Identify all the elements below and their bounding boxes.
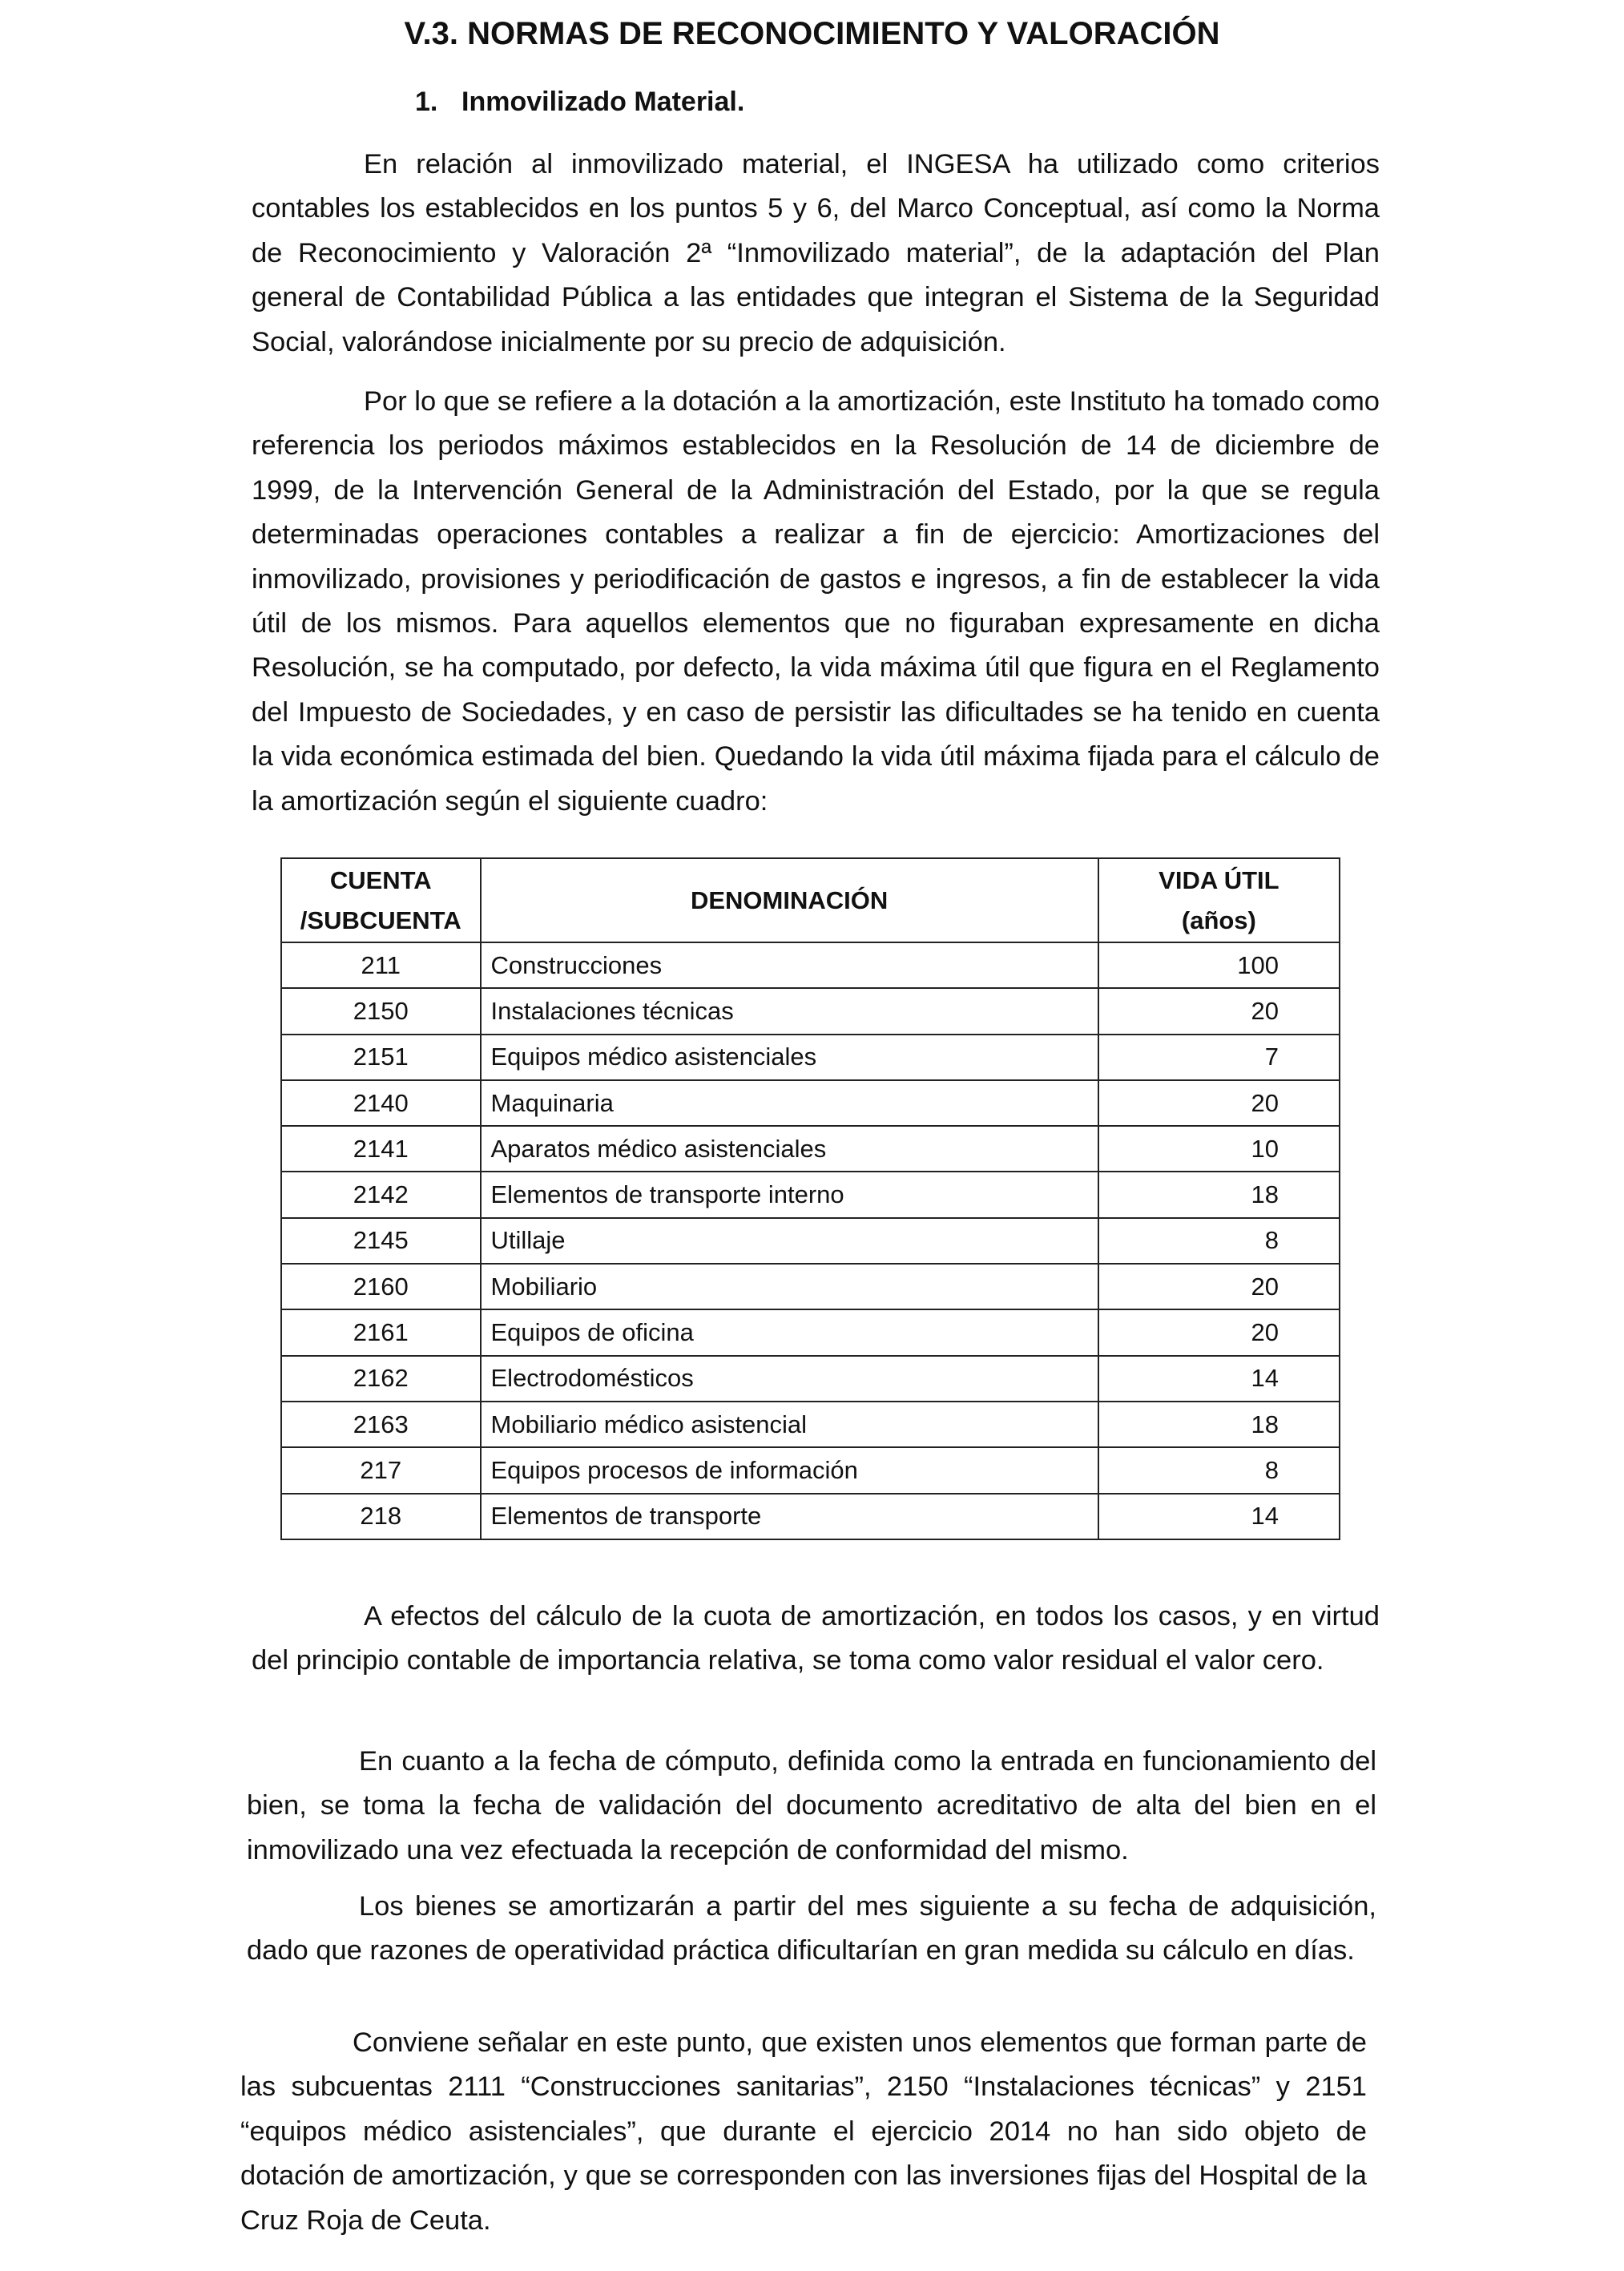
cell-vida-util: 7: [1098, 1035, 1340, 1080]
cell-denominacion: Mobiliario médico asistencial: [481, 1402, 1098, 1447]
cell-cuenta: 217: [281, 1447, 481, 1493]
paragraph-fecha-computo: En cuanto a la fecha de cómputo, definida como la entrada en funcionamiento del bien, se toma la fecha de validación del documento acreditativo de alta del bien en el inmovilizado una vez efectuada la recepción de conformidad del mismo.: [247, 1746, 1376, 1866]
cell-vida-util: 18: [1098, 1402, 1340, 1447]
cell-cuenta: 218: [281, 1494, 481, 1539]
section-title: Inmovilizado Material.: [461, 87, 745, 117]
cell-cuenta: 211: [281, 942, 481, 988]
vida-util-table: [280, 857, 1340, 1540]
table-row: [281, 1309, 1340, 1355]
paragraph-amortizacion: Por lo que se refiere a la dotación a la amortización, este Instituto ha tomado como referencia los periodos máximos establecidos en la Resolución de 14 de diciembre de 1999, de la Intervención General de la Administración del Estado, por la que se regula determinadas operaciones contables a realizar a fin de ejercicio: Amortizaciones del inmovilizado, provisiones y periodificación de gastos e ingresos, a fin de establecer la vida útil de los mismos. Para aquellos elementos que no figuraban expresamente en dicha Resolución, se ha computado, por defecto, la vida máxima útil que figura en el Reglamento del Impuesto de Sociedades, y en caso de persistir las dificultades se ha tenido en cuenta la vida económica estimada del bien. Quedando la vida útil máxima fijada para el cálculo de la amortización según el siguiente cuadro:: [252, 386, 1380, 817]
header-denominacion: DENOMINACIÓN: [481, 858, 1098, 942]
table-header-row: [281, 858, 1340, 942]
cell-vida-util: 100: [1098, 942, 1340, 988]
table-row: [281, 988, 1340, 1034]
cell-vida-util: 20: [1098, 1309, 1340, 1355]
table-row: [281, 1356, 1340, 1402]
cell-vida-util: 20: [1098, 988, 1340, 1034]
table-row: [281, 1494, 1340, 1539]
table-row: [281, 1172, 1340, 1217]
table-row: [281, 1126, 1340, 1172]
cell-cuenta: 2150: [281, 988, 481, 1034]
table-row: [281, 1035, 1340, 1080]
header-vida-util: [1098, 858, 1340, 942]
cell-cuenta: 2162: [281, 1356, 481, 1402]
cell-cuenta: 2140: [281, 1080, 481, 1126]
table-body: [281, 942, 1340, 1539]
table-row: [281, 1402, 1340, 1447]
cell-denominacion: Elementos de transporte: [481, 1494, 1098, 1539]
cell-denominacion: Maquinaria: [481, 1080, 1098, 1126]
table-row: [281, 1447, 1340, 1493]
cell-denominacion: Utillaje: [481, 1218, 1098, 1264]
header-cuenta: [281, 858, 481, 942]
cell-vida-util: 14: [1098, 1494, 1340, 1539]
cell-vida-util: 20: [1098, 1080, 1340, 1126]
cell-denominacion: Equipos de oficina: [481, 1309, 1098, 1355]
table-row: [281, 942, 1340, 988]
paragraph-valor-residual: A efectos del cálculo de la cuota de amortización, en todos los casos, y en virtud del principio contable de importancia relativa, se toma como valor residual el valor cero.: [252, 1601, 1380, 1676]
paragraph-mes-siguiente: Los bienes se amortizarán a partir del mes siguiente a su fecha de adquisición, dado que razones de operatividad práctica dificultarían en gran medida su cálculo en días.: [247, 1891, 1376, 1966]
cell-vida-util: 8: [1098, 1447, 1340, 1493]
header-cuenta-line2: /SUBCUENTA: [300, 906, 461, 934]
cell-cuenta: 2161: [281, 1309, 481, 1355]
cell-cuenta: 2160: [281, 1264, 481, 1309]
header-vida-line2: (años): [1181, 906, 1256, 934]
cell-vida-util: 14: [1098, 1356, 1340, 1402]
cell-denominacion: Instalaciones técnicas: [481, 988, 1098, 1034]
cell-denominacion: Construcciones: [481, 942, 1098, 988]
cell-vida-util: 20: [1098, 1264, 1340, 1309]
cell-vida-util: 8: [1098, 1218, 1340, 1264]
table-row: [281, 1264, 1340, 1309]
cell-cuenta: 2163: [281, 1402, 481, 1447]
cell-cuenta: 2141: [281, 1126, 481, 1172]
section-heading: [415, 87, 744, 118]
table-row: [281, 1218, 1340, 1264]
cell-denominacion: Aparatos médico asistenciales: [481, 1126, 1098, 1172]
cell-cuenta: 2151: [281, 1035, 481, 1080]
cell-denominacion: Elementos de transporte interno: [481, 1172, 1098, 1217]
cell-denominacion: Electrodomésticos: [481, 1356, 1098, 1402]
page-title: V.3. NORMAS DE RECONOCIMIENTO Y VALORACIÓN: [404, 16, 1220, 51]
header-cuenta-line1: CUENTA: [329, 865, 432, 894]
cell-denominacion: Equipos procesos de información: [481, 1447, 1098, 1493]
section-number: 1.: [415, 87, 438, 117]
cell-denominacion: Equipos médico asistenciales: [481, 1035, 1098, 1080]
cell-cuenta: 2145: [281, 1218, 481, 1264]
cell-denominacion: Mobiliario: [481, 1264, 1098, 1309]
header-vida-line1: VIDA ÚTIL: [1159, 865, 1279, 894]
table-row: [281, 1080, 1340, 1126]
paragraph-hospital-ceuta: Conviene señalar en este punto, que existen unos elementos que forman parte de las subcuentas 2111 “Construcciones sanitarias”, 2150 “Instalaciones técnicas” y 2151 “equipos médico asistenciales”, que durante el ejercicio 2014 no han sido objeto de dotación de amortización, y que se corresponden con las inversiones fijas del Hospital de la Cruz Roja de Ceuta.: [240, 2027, 1367, 2236]
cell-vida-util: 18: [1098, 1172, 1340, 1217]
cell-cuenta: 2142: [281, 1172, 481, 1217]
paragraph-criterios: En relación al inmovilizado material, el INGESA ha utilizado como criterios contables los establecidos en los puntos 5 y 6, del Marco Conceptual, así como la Norma de Reconocimiento y Valoración 2ª “Inmovilizado material”, de la adaptación del Plan general de Contabilidad Pública a las entidades que integran el Sistema de la Seguridad Social, valorándose inicialmente por su precio de adquisición.: [252, 149, 1380, 357]
cell-vida-util: 10: [1098, 1126, 1340, 1172]
